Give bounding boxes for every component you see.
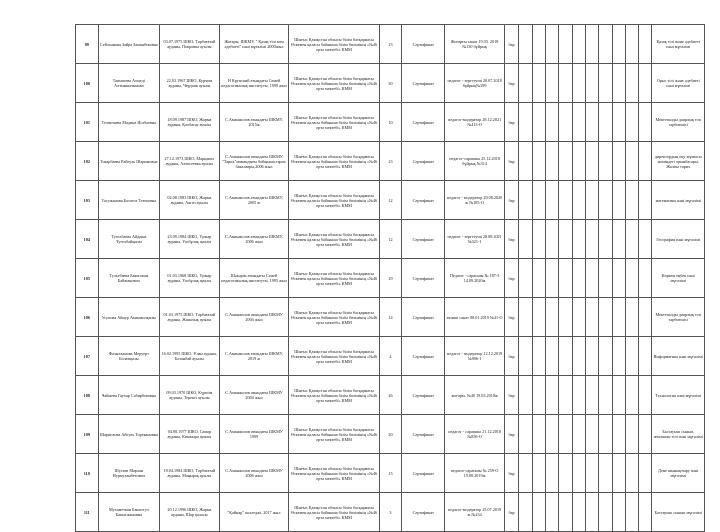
empty-cell: [532, 181, 545, 220]
person-name-cell: Мухаметкан Бакытгул Бакытжановна: [98, 493, 160, 532]
table-body: [76, 25, 705, 532]
empty-cell: [519, 337, 532, 376]
category-cell: Сертификат: [402, 259, 445, 298]
empty-cell: [545, 376, 558, 415]
empty-cell: [545, 259, 558, 298]
empty-cell: [599, 220, 612, 259]
availability-cell: бар: [504, 376, 518, 415]
empty-cell: [612, 454, 625, 493]
experience-years-cell: 15: [379, 454, 402, 493]
birth-info-cell: 16.02.1995 ШКО, Ұлан ауданы, Бозанбай ауылы: [160, 337, 220, 376]
row-number-cell: 108: [76, 376, 99, 415]
empty-cell: [532, 454, 545, 493]
education-cell: С.Аманжолов атындағы ШКМУ 2006 жыл: [219, 454, 289, 493]
birth-info-cell: 04.08.1977 ШКО, Самар ауданы, Көкжыра ауылы: [160, 415, 220, 454]
empty-cell: [572, 220, 585, 259]
organization-cell: Шығыс Қазақстан облысы білім басқармасы Өскемен қаласы бойынша білім бөлімінің «№46 орта мектебі» КММ: [289, 220, 379, 259]
empty-cell: [545, 181, 558, 220]
empty-cell: [559, 64, 572, 103]
empty-cell: [599, 64, 612, 103]
empty-cell: [545, 64, 558, 103]
empty-cell: [559, 103, 572, 142]
empty-cell: [625, 64, 638, 103]
empty-cell: [532, 337, 545, 376]
row-number-cell: 105: [76, 259, 99, 298]
table-row: [76, 103, 705, 142]
empty-cell: [572, 454, 585, 493]
birth-info-cell: 20.12.1996 ШКО, Жарма ауданы, Шар қаласы: [160, 493, 220, 532]
empty-cell: [585, 64, 598, 103]
organization-cell: Шығыс Қазақстан облысы білім басқармасы Өскемен қаласы бойынша білім бөлімінің «№46 орта мектебі» КММ: [289, 25, 379, 64]
subject-cell: математика пәні мұғалімі: [652, 181, 705, 220]
empty-cell: [519, 142, 532, 181]
empty-cell: [559, 259, 572, 298]
table-row: [76, 415, 705, 454]
availability-cell: бар: [504, 25, 518, 64]
attestation-cell: педагог-модератор 28.12.2021 №413-О: [445, 103, 505, 142]
empty-cell: [545, 415, 558, 454]
empty-cell: [639, 103, 652, 142]
birth-info-cell: 27.12.1973 ШКО, Марқакөл ауданы, Алексеевка ауылы: [160, 142, 220, 181]
empty-cell: [532, 493, 545, 532]
empty-cell: [625, 259, 638, 298]
empty-cell: [519, 376, 532, 415]
empty-cell: [519, 220, 532, 259]
availability-cell: бар: [504, 220, 518, 259]
education-cell: Шәкәрім атындағы Семей педагогикалық институты, 1995 жыл: [219, 259, 289, 298]
empty-cell: [625, 298, 638, 337]
experience-years-cell: 4: [379, 337, 402, 376]
empty-cell: [612, 259, 625, 298]
education-cell: С.Аманжолов атындағы ШКМУ, 2015ж: [219, 103, 289, 142]
availability-cell: бар: [504, 454, 518, 493]
empty-cell: [572, 103, 585, 142]
education-cell: С.Аманжолов атындағы ШКМУ 2004 жыл: [219, 376, 289, 415]
attestation-cell: педагог - зерттеуші 20.07.2018 бұйрық№399: [445, 64, 505, 103]
empty-cell: [519, 259, 532, 298]
empty-cell: [612, 493, 625, 532]
empty-cell: [639, 142, 652, 181]
row-number-cell: 102: [76, 142, 99, 181]
empty-cell: [625, 415, 638, 454]
empty-cell: [572, 259, 585, 298]
subject-cell: Мектепалды даярлық топ тәрбиешісі: [652, 298, 705, 337]
experience-years-cell: 14: [379, 298, 402, 337]
empty-cell: [585, 298, 598, 337]
experience-years-cell: 10: [379, 103, 402, 142]
empty-cell: [585, 142, 598, 181]
row-number-cell: 104: [76, 220, 99, 259]
availability-cell: бар: [504, 298, 518, 337]
organization-cell: Шығыс Қазақстан облысы білім басқармасы Өскемен қаласы бойынша білім бөлімінің «№46 орта мектебі» КММ: [289, 259, 379, 298]
category-cell: Сертификат: [402, 493, 445, 532]
empty-cell: [519, 103, 532, 142]
subject-cell: Мектепалды даярлық топ тәрбиешісі: [652, 103, 705, 142]
empty-cell: [559, 415, 572, 454]
empty-cell: [559, 220, 572, 259]
empty-cell: [612, 64, 625, 103]
empty-cell: [612, 25, 625, 64]
empty-cell: [585, 376, 598, 415]
birth-info-cell: 09.03.1970 ШКО, Күршім ауданы, Теректі ауылы: [160, 376, 220, 415]
category-cell: Сертификат: [402, 64, 445, 103]
empty-cell: [625, 25, 638, 64]
person-name-cell: Шугаев Марлан Нурмуханбетович: [98, 454, 160, 493]
empty-cell: [599, 493, 612, 532]
attestation-cell: жоғары, №40 19.03.2018ж: [445, 376, 505, 415]
organization-cell: Шығыс Қазақстан облысы білім басқармасы Өскемен қаласы бойынша білім бөлімінің «№46 орта мектебі» КММ: [289, 64, 379, 103]
empty-cell: [559, 376, 572, 415]
subject-cell: Дене шынықтыру пәні мұғалімі: [652, 454, 705, 493]
birth-info-cell: 02.08.1983 ШКО, Жарма ауданы, Аягөз ауылы: [160, 181, 220, 220]
category-cell: Сертификат: [402, 181, 445, 220]
table-row: [76, 376, 705, 415]
empty-cell: [532, 415, 545, 454]
empty-cell: [625, 454, 638, 493]
category-cell: Сертификат: [402, 220, 445, 259]
table-row: [76, 142, 705, 181]
empty-cell: [625, 493, 638, 532]
empty-cell: [545, 142, 558, 181]
table-row: [76, 298, 705, 337]
organization-cell: Шығыс Қазақстан облысы білім басқармасы Өскемен қаласы бойынша білім бөлімінің «№46 орта мектебі» КММ: [289, 103, 379, 142]
empty-cell: [572, 142, 585, 181]
table-row: [76, 493, 705, 532]
row-number-cell: 101: [76, 103, 99, 142]
birth-info-cell: 01.03.1975 ШКО, Тарбағатай ауданы, Жаналық ауылы: [160, 298, 220, 337]
empty-cell: [639, 64, 652, 103]
availability-cell: бар: [504, 142, 518, 181]
empty-cell: [585, 25, 598, 64]
education-cell: Н Крупский атындағы Семей педагогикалық институты, 1990 жыл: [219, 64, 289, 103]
attestation-cell: екінші санат 08.01.2019 №41-О: [445, 298, 505, 337]
attestation-cell: педагог-модератор 25.07.2019 ж №234: [445, 493, 505, 532]
empty-cell: [572, 64, 585, 103]
category-cell: Сертификат: [402, 376, 445, 415]
category-cell: Сертификат: [402, 103, 445, 142]
empty-cell: [559, 493, 572, 532]
empty-cell: [585, 415, 598, 454]
attestation-cell: Педагог - сарапшы № 187-3 14.09.2020ж: [445, 259, 505, 298]
person-name-cell: Шарипхова Айгуль Торекановна: [98, 415, 160, 454]
table-row: [76, 220, 705, 259]
experience-years-cell: 26: [379, 376, 402, 415]
table-row: [76, 64, 705, 103]
empty-cell: [545, 454, 558, 493]
table-row: [76, 181, 705, 220]
birth-info-cell: 01.03.1968 ШКО, Үржар ауданы, Үшбұлақ ауылы: [160, 259, 220, 298]
person-name-cell: Токарбаева Райгуль Шаримовна: [98, 142, 160, 181]
category-cell: Сертификат: [402, 25, 445, 64]
person-name-cell: Тезекпаева Мадина Исабаевна: [98, 103, 160, 142]
empty-cell: [599, 376, 612, 415]
category-cell: Сертификат: [402, 298, 445, 337]
availability-cell: бар: [504, 415, 518, 454]
row-number-cell: 110: [76, 454, 99, 493]
empty-cell: [639, 25, 652, 64]
empty-cell: [639, 298, 652, 337]
education-cell: С.Аманжолов атындағы ШКМУ 2004 жыл: [219, 298, 289, 337]
attestation-cell: Жоғарғы санат 19.03. 2018 №130 бұйрық: [445, 25, 505, 64]
organization-cell: Шығыс Қазақстан облысы білім басқармасы Өскемен қаласы бойынша білім бөлімінің «№46 орта мектебі» КММ: [289, 142, 379, 181]
empty-cell: [572, 493, 585, 532]
empty-cell: [639, 181, 652, 220]
empty-cell: [559, 142, 572, 181]
subject-cell: Бастауыш сынып, ағылшын тілі пәні мұғалімі: [652, 415, 705, 454]
organization-cell: Шығыс Қазақстан облысы білім басқармасы Өскемен қаласы бойынша білім бөлімінің «№46 орта мектебі» КММ: [289, 376, 379, 415]
empty-cell: [639, 220, 652, 259]
empty-cell: [532, 220, 545, 259]
experience-years-cell: 23: [379, 142, 402, 181]
empty-cell: [639, 259, 652, 298]
availability-cell: бар: [504, 337, 518, 376]
person-name-cell: Тугелбаева Айдына Тугелбайқызы: [98, 220, 160, 259]
availability-cell: бар: [504, 259, 518, 298]
empty-cell: [612, 181, 625, 220]
empty-cell: [545, 25, 558, 64]
empty-cell: [532, 376, 545, 415]
row-number-cell: 99: [76, 25, 99, 64]
empty-cell: [519, 454, 532, 493]
person-name-cell: Тасужанова Ботагоз Тезековна: [98, 181, 160, 220]
empty-cell: [585, 454, 598, 493]
experience-years-cell: 12: [379, 181, 402, 220]
empty-cell: [612, 220, 625, 259]
empty-cell: [545, 337, 558, 376]
person-name-cell: Чаймева Гаухар Сәбирбековна: [98, 376, 160, 415]
experience-years-cell: 23: [379, 25, 402, 64]
empty-cell: [625, 220, 638, 259]
empty-cell: [599, 337, 612, 376]
subject-cell: директордың оқу жұмысы жөніндегі орынбасары, Жалпы тарих: [652, 142, 705, 181]
empty-cell: [572, 376, 585, 415]
empty-cell: [559, 25, 572, 64]
person-name-cell: Фазылханова Меруерт Болатқызы: [98, 337, 160, 376]
empty-cell: [599, 142, 612, 181]
table-row: [76, 259, 705, 298]
empty-cell: [532, 64, 545, 103]
availability-cell: бар: [504, 181, 518, 220]
empty-cell: [532, 259, 545, 298]
row-number-cell: 107: [76, 337, 99, 376]
person-name-cell: Усупова Айнур Аманжолқызы: [98, 298, 160, 337]
education-cell: С.Аманжолов атындағы ШКМУ, 2019 ж: [219, 337, 289, 376]
organization-cell: Шығыс Қазақстан облысы білім басқармасы Өскемен қаласы бойынша білім бөлімінің «№46 орта мектебі» КММ: [289, 454, 379, 493]
table-row: [76, 454, 705, 493]
experience-years-cell: 29: [379, 259, 402, 298]
education-cell: С.Аманжолов атындағы ШКМУ, 2006 жыл: [219, 220, 289, 259]
empty-cell: [585, 337, 598, 376]
empty-cell: [599, 298, 612, 337]
empty-cell: [639, 454, 652, 493]
table-row: [76, 25, 705, 64]
empty-cell: [559, 181, 572, 220]
empty-cell: [585, 181, 598, 220]
empty-cell: [585, 220, 598, 259]
empty-cell: [545, 493, 558, 532]
empty-cell: [559, 454, 572, 493]
empty-cell: [559, 298, 572, 337]
category-cell: Сертификат: [402, 142, 445, 181]
empty-cell: [612, 142, 625, 181]
experience-years-cell: 30: [379, 64, 402, 103]
availability-cell: бар: [504, 103, 518, 142]
subject-cell: Бастауыш сынып мұғалімі: [652, 493, 705, 532]
birth-info-cell: 18.09.1987 ШКО, Жарма ауданы, Қалбатау ауылы: [160, 103, 220, 142]
empty-cell: [599, 454, 612, 493]
row-number-cell: 103: [76, 181, 99, 220]
organization-cell: Шығыс Қазақстан облысы білім басқармасы Өскемен қаласы бойынша білім бөлімінің «№46 орта мектебі» КММ: [289, 415, 379, 454]
attestation-cell: педагог-сарапшы 25.12.2018 бұйрық №314: [445, 142, 505, 181]
empty-cell: [519, 298, 532, 337]
empty-cell: [572, 415, 585, 454]
empty-cell: [612, 376, 625, 415]
empty-cell: [639, 337, 652, 376]
subject-cell: Қазақ тілі және әдебиеті пәні мұғалімі: [652, 25, 705, 64]
education-cell: С.Аманжолов атындағы ШКМУ "Тарих"мамандығы бойынша,тарих бакалавры,2006 жыл: [219, 142, 289, 181]
empty-cell: [519, 181, 532, 220]
empty-cell: [519, 493, 532, 532]
empty-cell: [612, 103, 625, 142]
organization-cell: Шығыс Қазақстан облысы білім басқармасы Өскемен қаласы бойынша білім бөлімінің «№46 орта мектебі» КММ: [289, 181, 379, 220]
organization-cell: Шығыс Қазақстан облысы білім басқармасы Өскемен қаласы бойынша білім бөлімінің «№46 орта мектебі» КММ: [289, 493, 379, 532]
empty-cell: [572, 298, 585, 337]
table-row: [76, 337, 705, 376]
empty-cell: [559, 337, 572, 376]
empty-cell: [545, 220, 558, 259]
organization-cell: Шығыс Қазақстан облысы білім басқармасы Өскемен қаласы бойынша білім бөлімінің «№46 орта мектебі» КММ: [289, 337, 379, 376]
subject-cell: Технология пәні мұғалімі: [652, 376, 705, 415]
attestation-cell: педагог-сарапшы № 259-О 19.08.2019ж: [445, 454, 505, 493]
empty-cell: [599, 259, 612, 298]
education-cell: С.Аманжолов атындағы ШКМУ 1999: [219, 415, 289, 454]
empty-cell: [639, 376, 652, 415]
empty-cell: [585, 103, 598, 142]
empty-cell: [572, 181, 585, 220]
row-number-cell: 109: [76, 415, 99, 454]
experience-years-cell: 12: [379, 220, 402, 259]
availability-cell: бар: [504, 64, 518, 103]
empty-cell: [599, 415, 612, 454]
birth-info-cell: 03.07.1975 ШКО, Тарбағатай ауданы, Покровка ауылы: [160, 25, 220, 64]
empty-cell: [625, 376, 638, 415]
empty-cell: [532, 25, 545, 64]
empty-cell: [599, 25, 612, 64]
row-number-cell: 111: [76, 493, 99, 532]
category-cell: Сертификат: [402, 454, 445, 493]
empty-cell: [545, 298, 558, 337]
attestation-cell: педагог - модератор 29.08.2020 ж №185-О: [445, 181, 505, 220]
birth-info-cell: 23.09.1984 ШКО, Үржар ауданы, Үшбұлақ ауылы: [160, 220, 220, 259]
subject-cell: Информатика пәні мұғалімі: [652, 337, 705, 376]
experience-years-cell: 3: [379, 493, 402, 532]
person-name-cell: Сейлханова Зайра Заманбековна: [98, 25, 160, 64]
education-cell: "Қайнар" колледжі, 2017 жыл: [219, 493, 289, 532]
staff-table: [75, 24, 705, 532]
attestation-cell: педагог - зерттеуші 28.08.2021 №321-1: [445, 220, 505, 259]
availability-cell: бар: [504, 493, 518, 532]
subject-cell: Орыс тілі және әдебиеті пәні мұғалімі: [652, 64, 705, 103]
empty-cell: [599, 181, 612, 220]
empty-cell: [625, 142, 638, 181]
education-cell: Жоғары, ШКМУ, " Қазақ тілі мен әдебиеті" пәні мұғалімі 2000жыл: [219, 25, 289, 64]
empty-cell: [612, 337, 625, 376]
empty-cell: [519, 64, 532, 103]
education-cell: С.Аманжолов атындағы ШКМУ, 2005 ж: [219, 181, 289, 220]
empty-cell: [519, 415, 532, 454]
empty-cell: [532, 142, 545, 181]
empty-cell: [532, 103, 545, 142]
empty-cell: [519, 25, 532, 64]
empty-cell: [532, 298, 545, 337]
attestation-cell: педагог - модератор 12.12.2019 №906-1: [445, 337, 505, 376]
attestation-cell: педагог - сарапшы 21.12.2018 №856-О: [445, 415, 505, 454]
empty-cell: [585, 259, 598, 298]
row-number-cell: 106: [76, 298, 99, 337]
empty-cell: [625, 103, 638, 142]
person-name-cell: Тульебаева Бакытжан Байжанович: [98, 259, 160, 298]
empty-cell: [612, 415, 625, 454]
empty-cell: [625, 337, 638, 376]
subject-cell: География пәні мұғалімі: [652, 220, 705, 259]
birth-info-cell: 18.04.1984 ШКО, Тарбағатай ауданы, Маңырақ ауылы: [160, 454, 220, 493]
empty-cell: [625, 181, 638, 220]
empty-cell: [572, 25, 585, 64]
empty-cell: [612, 298, 625, 337]
empty-cell: [572, 337, 585, 376]
subject-cell: Көркем еңбек пәні мұғалімі: [652, 259, 705, 298]
category-cell: Сертификат: [402, 415, 445, 454]
empty-cell: [585, 493, 598, 532]
experience-years-cell: 20: [379, 415, 402, 454]
birth-info-cell: 22.03.1967 ШКО, Курчим ауданы, Чердояк ауылы: [160, 64, 220, 103]
category-cell: Сертификат: [402, 337, 445, 376]
empty-cell: [599, 103, 612, 142]
empty-cell: [545, 103, 558, 142]
person-name-cell: Тапышева Ахмедi Алтынкызынова: [98, 64, 160, 103]
organization-cell: Шығыс Қазақстан облысы білім басқармасы Өскемен қаласы бойынша білім бөлімінің «№46 орта мектебі» КММ: [289, 298, 379, 337]
row-number-cell: 100: [76, 64, 99, 103]
empty-cell: [639, 415, 652, 454]
empty-cell: [639, 493, 652, 532]
